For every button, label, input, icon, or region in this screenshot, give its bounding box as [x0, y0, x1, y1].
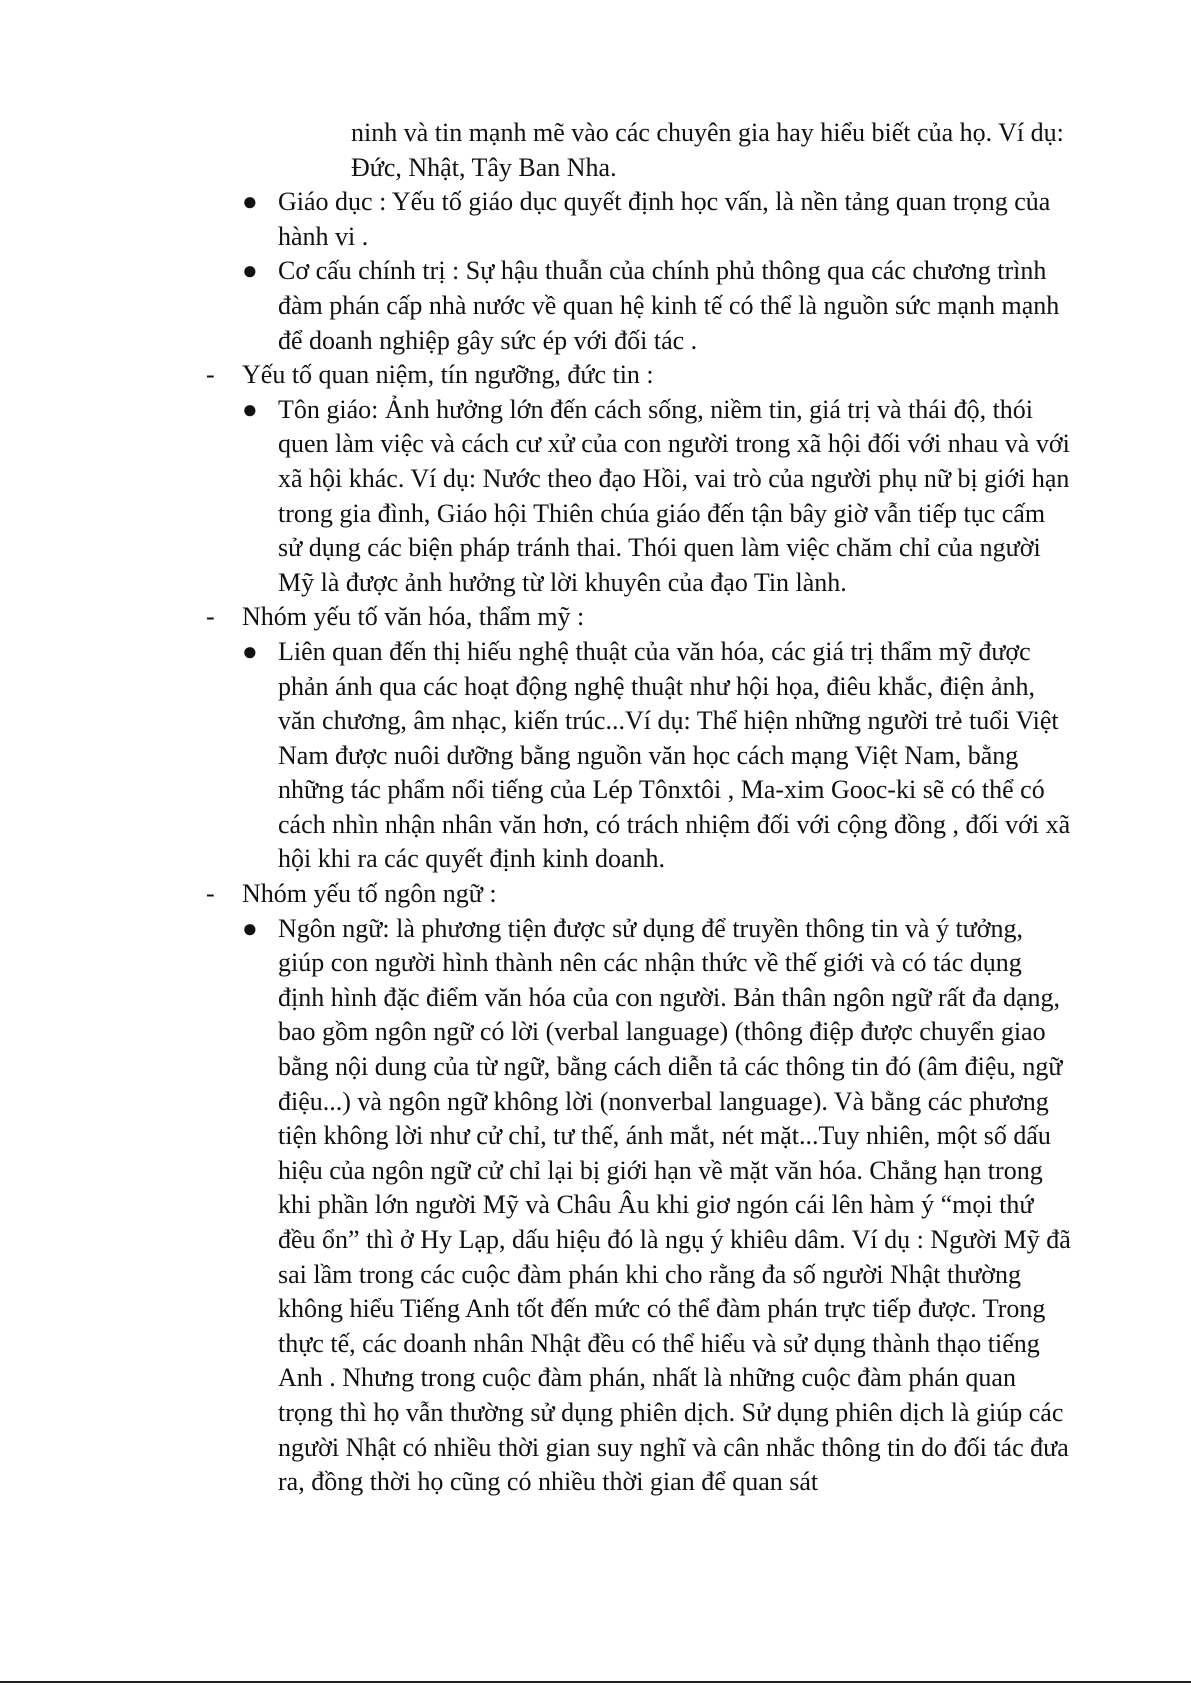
section-heading-text: Nhóm yếu tố ngôn ngữ :	[242, 879, 497, 909]
bullet-item-religion	[0, 393, 1191, 601]
section-heading-text: Nhóm yếu tố văn hóa, thẩm mỹ :	[242, 602, 585, 632]
bullet-icon: ●	[242, 187, 258, 217]
bullet-text: Giáo dục : Yếu tố giáo dục quyết định học vấn, là nền tảng quan trọng của hành vi .	[278, 187, 1051, 251]
bullet-icon: ●	[242, 394, 258, 424]
bullet-icon: ●	[242, 913, 258, 943]
dash-icon: -	[206, 602, 215, 632]
dash-icon: -	[206, 879, 215, 909]
page-bottom-divider	[0, 1681, 1191, 1683]
bullet-icon: ●	[242, 636, 258, 666]
bullet-text: Ngôn ngữ: là phương tiện được sử dụng để truyền thông tin và ý tưởng, giúp con người hình thành nên các nhận thức về thế giới và có tác dụng định hình đặc điểm văn hóa của con người. Bản thân ngôn ngữ rất đa dạng, bao gồm ngôn ngữ có lời (verbal language) (thông điệp được chuyển giao bằng nội dung của từ ngữ, bằng cách diễn tả các thông tin đó (âm điệu, ngữ điệu...) và ngôn ngữ không lời (nonverbal language). Và bằng các phương tiện không lời như cử chỉ, tư thế, ánh mắt, nét mặt...Tuy nhiên, một số dấu hiệu của ngôn ngữ cử chỉ lại bị giới hạn về mặt văn hóa. Chẳng hạn trong khi phần lớn người Mỹ và Châu Âu khi giơ ngón cái lên hàm ý “mọi thứ đều ổn” thì ở Hy Lạp, dấu hiệu đó là ngụ ý khiêu dâm. Ví dụ : Người Mỹ đã sai lầm trong các cuộc đàm phán khi cho rằng đa số người Nhật thường không hiểu Tiếng Anh tốt đến mức có thể đàm phán trực tiếp được. Trong thực tế, các doanh nhân Nhật đều có thể hiểu và sử dụng thành thạo tiếng Anh . Nhưng trong cuộc đàm phán, nhất là những cuộc đàm phán quan trọng thì họ vẫn thường sử dụng phiên dịch. Sử dụng phiên dịch là giúp các người Nhật có nhiều thời gian suy nghĩ và cân nhắc thông tin do đối tác đưa ra, đồng thời họ cũng có nhiều thời gian để quan sát	[278, 913, 1071, 1497]
section-heading-text: Yếu tố quan niệm, tín ngưỡng, đức tin :	[242, 360, 654, 390]
continuation-paragraph: ninh và tin mạnh mẽ vào các chuyên gia hay hiểu biết của họ. Ví dụ: Đức, Nhật, Tây Ban Nha.	[351, 118, 1064, 182]
bullet-text: Cơ cấu chính trị : Sự hậu thuẫn của chính phủ thông qua các chương trình đàm phán cấp nhà nước về quan hệ kinh tế có thể là nguồn sức mạnh mạnh để doanh nghiệp gây sức ép với đối tác .	[278, 256, 1060, 355]
bullet-item-language	[0, 912, 1191, 1500]
bullet-item-education	[0, 185, 1191, 254]
bullet-text: Liên quan đến thị hiếu nghệ thuật của văn hóa, các giá trị thẩm mỹ được phản ánh qua các hoạt động nghệ thuật như hội họa, điêu khắc, điện ảnh, văn chương, âm nhạc, kiến trúc...Ví dụ: Thể hiện những người trẻ tuổi Việt Nam được nuôi dưỡng bằng nguồn văn học cách mạng Việt Nam, bằng những tác phẩm nổi tiếng của Lép Tônxtôi , Ma-xim Gooc-ki sẽ có thể có cách nhìn nhận nhân văn hơn, có trách nhiệm đối với cộng đồng , đối với xã hội khi ra các quyết định kinh doanh.	[278, 636, 1071, 874]
dash-icon: -	[206, 360, 215, 390]
section-heading-culture-aesthetics	[0, 600, 1191, 635]
bullet-item-political-structure	[0, 254, 1191, 358]
bullet-item-aesthetics	[0, 635, 1191, 877]
bullet-text: Tôn giáo: Ảnh hưởng lớn đến cách sống, niềm tin, giá trị và thái độ, thói quen làm việc và cách cư xử của con người trong xã hội đối với nhau và với xã hội khác. Ví dụ: Nước theo đạo Hồi, vai trò của người phụ nữ bị giới hạn trong gia đình, Giáo hội Thiên chúa giáo đến tận bây giờ vẫn tiếp tục cấm sử dụng các biện pháp tránh thai. Thói quen làm việc chăm chỉ của người Mỹ là được ảnh hưởng từ lời khuyên của đạo Tin lành.	[278, 394, 1070, 597]
page-content	[0, 116, 1191, 1500]
section-heading-beliefs	[0, 358, 1191, 393]
bullet-icon: ●	[242, 256, 258, 286]
section-heading-language	[0, 877, 1191, 912]
